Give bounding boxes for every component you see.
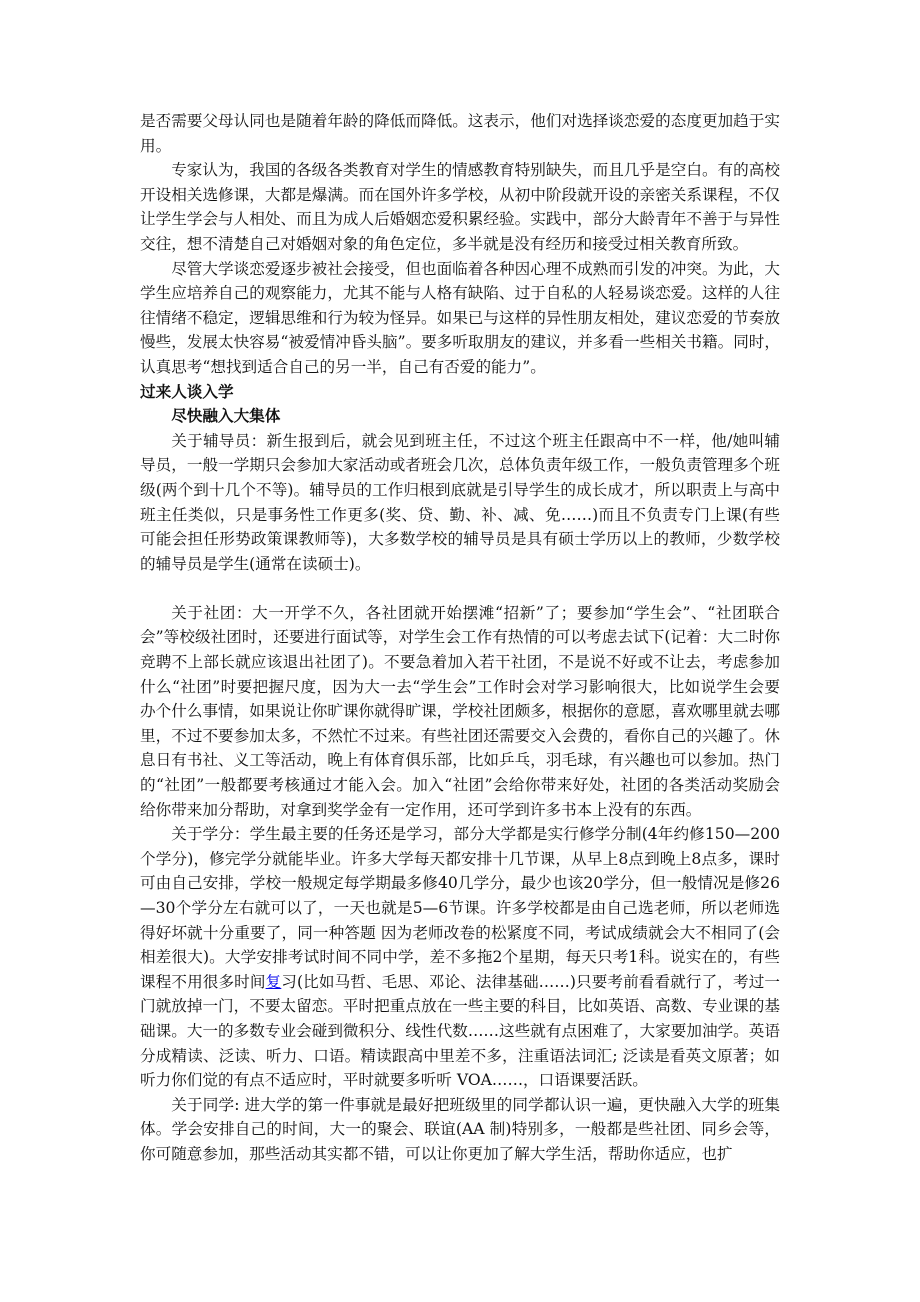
section-heading: 过来人谈入学 [140, 381, 234, 401]
subsection-heading: 尽快融入大集体 [171, 406, 281, 426]
paragraph-expert-opinion: 专家认为，我国的各级各类教育对学生的情感教育特别缺失，而且几乎是空白。有的高校开设相关选修课，大都是爆满。而在国外许多学校，从初中阶段就开设的亲密关系课程，不仅让学生学会与人相处、而且为成人后婚姻恋爱积累经验。实践中，部分大龄青年不善于与异性交往，想不清楚自己对婚姻对象的角色定位，多半就是没有经历和接受过相关教育所致。 [140, 161, 780, 253]
paragraph-classmates: 关于同学: 进大学的第一件事就是最好把班级里的同学都认识一遍，更快融入大学的班集体。学会安排自己的时间，大一的聚会、联谊(AA 制)特别多，一般都是些社团、同乡会等，你可随意参加，那些活动其实都不错，可以让你更加了解大学生活，帮助你适应，也扩 [140, 1095, 780, 1163]
paragraph-credits [140, 822, 780, 1093]
paragraph-counselor: 关于辅导员：新生报到后，就会见到班主任，不过这个班主任跟高中不一样，他/她叫辅导员，一般一学期只会参加大家活动或者班会几次，总体负责年级工作，一般负责管理多个班级(两个到十几个不等)。辅导员的工作归根到底就是引导学生的成长成才，所以职责上与高中班主任类似，只是事务性工作更多(奖、贷、勤、补、减、免……)而且不负责专门上课(有些可能会担任形势政策课教师等)，大多数学校的辅导员是具有硕士学历以上的教师，少数学校的辅导员是学生(通常在读硕士)。 [140, 431, 780, 573]
review-link[interactable]: 复 [265, 972, 282, 991]
credits-text-before: 关于学分：学生最主要的任务还是学习，部分大学都是实行修学分制(4年约修150—200个学分)，修完学分就能毕业。许多大学每天都安排十几节课，从早上8点到晚上8点多，课时可由自己安排，学校一般规定每学期最多修40几学分，最少也该20学分，但一般情况是修26—30个学分左右就可以了，一天也就是5—6节课。许多学校都是由自己选老师，所以老师选得好坏就十分重要了，同一种答题 因为老师改卷的松紧度不同，考试成绩就会大不相同了(会相差很大)。大学安排考试时间不同中学，差不多拖2个星期，每天只考1科。说实在的，有些课程不用很多时间 [140, 825, 780, 991]
paragraph-parental-approval: 是否需要父母认同也是随着年龄的降低而降低。这表示，他们对选择谈恋爱的态度更加趋于实用。 [140, 112, 780, 155]
paragraph-romance-advice: 尽管大学谈恋爱逐步被社会接受，但也面临着各种因心理不成熟而引发的冲突。为此，大学生应培养自己的观察能力，尤其不能与人格有缺陷、过于自私的人轻易谈恋爱。这样的人往往情绪不稳定，逻辑思维和行为较为怪异。如果已与这样的异性朋友相处，建议恋爱的节奏放慢些，发展太快容易“被爱情冲昏头脑”。要多听取朋友的建议，并多看一些相关书籍。同时，认真思考“想找到适合自己的另一半，自己有否爱的能力”。 [140, 259, 780, 376]
credits-text-after: 习(比如马哲、毛思、邓论、法律基础……)只要考前看看就行了，考过一门就放掉一门，不要太留恋。平时把重点放在一些主要的科目，比如英语、高数、专业课的基础课。大一的多数专业会碰到微积分、线性代数……这些就有点困难了，大家要加油学。英语分成精读、泛读、听力、口语。精读跟高中里差不多，注重语法词汇; 泛读是看英文原著；如听力你们觉的有点不适应时，平时就要多听听 VOA……，口语课要活跃。 [140, 972, 780, 1090]
document-page [140, 109, 780, 1167]
blank-line [140, 576, 780, 601]
paragraph-clubs: 关于社团：大一开学不久，各社团就开始摆滩“招新”了；要参加“学生会”、“社团联合会”等校级社团时，还要进行面试等，对学生会工作有热情的可以考虑去试下(记着：大二时你竞聘不上部长就应该退出社团了)。不要急着加入若干社团，不是说不好或不让去，考虑参加什么“社团”时要把握尺度，因为大一去“学生会”工作时会对学习影响很大，比如说学生会要办个什么事情，如果说让你旷课你就得旷课，学校社团颇多，根据你的意愿，喜欢哪里就去哪里，不过不要参加太多，不然忙不过来。有些社团还需要交入会费的，看你自己的兴趣了。休息日有书社、义工等活动，晚上有体育俱乐部，比如乒乓，羽毛球，有兴趣也可以参加。热门的“社团”一般都要考核通过才能入会。加入“社团”会给你带来好处，社团的各类活动奖励会给你带来加分帮助，对拿到奖学金有一定作用，还可学到许多书本上没有的东西。 [140, 603, 780, 819]
